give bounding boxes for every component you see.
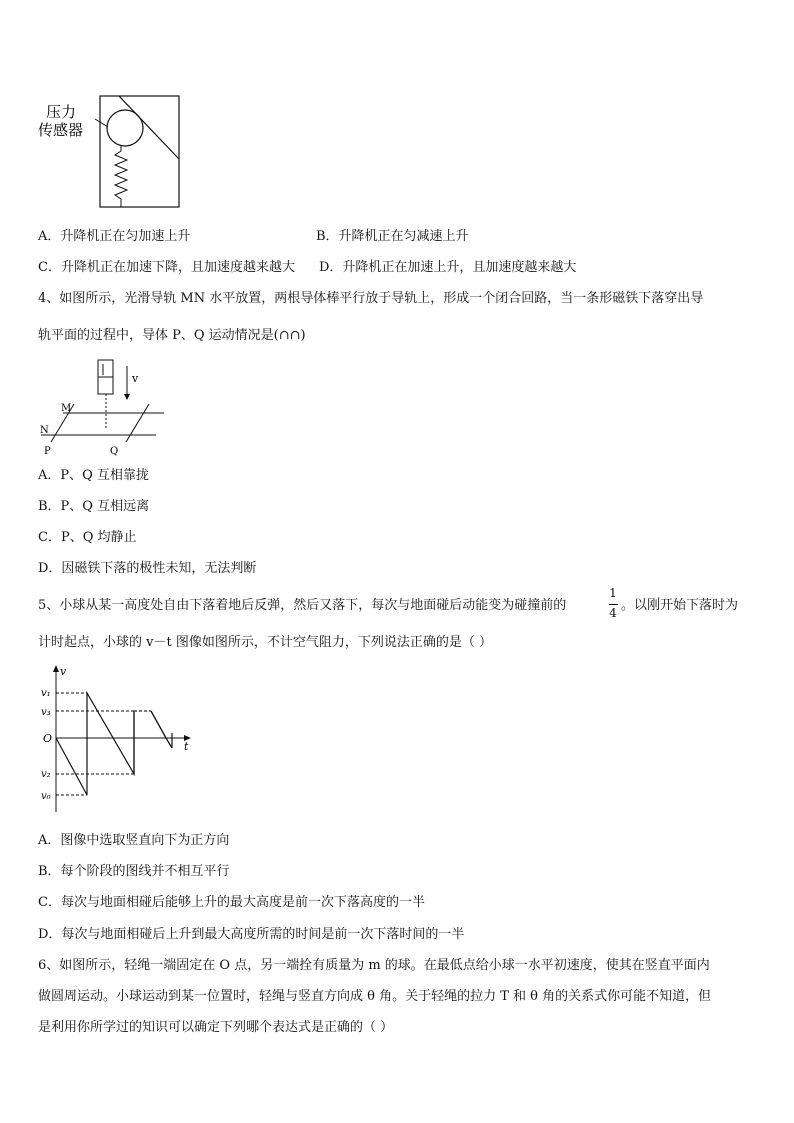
q5-fraction-bar — [609, 604, 618, 605]
q6-stem-line2: 做圆周运动。小球运动到某一位置时，轻绳与竖直方向成 θ 角。关于轻绳的拉力 T 和 θ 角的关系式你可能不知道，但 — [38, 989, 712, 1004]
q6-stem-line3: 是利用你所学过的知识可以确定下列哪个表达式是正确的（ ） — [38, 1020, 394, 1035]
graph-v3-label: v₃ — [41, 707, 51, 718]
graph-t-axis-label: t — [184, 740, 189, 753]
graph-v1-label: v₁ — [41, 688, 51, 699]
q5-option-d: D．每次与地面相碰后上升到最大高度所需的时间是前一次下落时间的一半 — [38, 927, 465, 942]
q6-stem-line1: 6、如图所示，轻绳一端固定在 O 点，另一端拴有质量为 m 的球。在最低点给小球一水平初速度，使其在竖直平面内 — [38, 958, 710, 973]
q5-stem-line2: 计时起点，小球的 v－t 图像如图所示，不计空气阻力，下列说法正确的是（ ） — [38, 635, 492, 650]
q4-option-c: C．P、Q 均静止 — [38, 530, 137, 545]
sensor-label-line1: 压力 — [46, 103, 77, 121]
q3-option-a: A．升降机正在匀加速上升 — [38, 229, 191, 244]
q4-stem-line2: 轨平面的过程中，导体 P、Q 运动情况是(∩∩) — [38, 328, 306, 343]
rod-p-label: P — [44, 446, 51, 457]
pressure-sensor-figure — [35, 95, 185, 213]
q5-fraction-denominator: 4 — [609, 606, 617, 620]
q5-option-c: C．每次与地面相碰后能够上升的最大高度是前一次下落高度的一半 — [38, 895, 425, 910]
q5-fraction-numerator: 1 — [609, 586, 617, 600]
sensor-label-line2: 传感器 — [38, 121, 84, 139]
rail-m-label: M — [61, 403, 72, 414]
magnet-velocity-label: v — [132, 372, 139, 385]
vt-graph-figure — [38, 662, 198, 814]
graph-origin-label: O — [43, 732, 53, 745]
q4-option-b: B．P、Q 互相远离 — [38, 499, 150, 514]
q4-option-a: A．P、Q 互相靠拢 — [38, 468, 149, 483]
q5-stem-line1-end: 。以刚开始下落时为 — [621, 598, 739, 613]
graph-v2-label: v₂ — [41, 769, 51, 780]
q3-option-d: D．升降机正在加速上升，且加速度越来越大 — [319, 260, 577, 275]
q4-stem-line1: 4、如图所示，光滑导轨 MN 水平放置，两根导体棒平行放于导轨上，形成一个闭合回路，当一条形磁铁下落穿出导 — [38, 291, 704, 306]
q3-option-b: B．升降机正在匀减速上升 — [316, 229, 469, 244]
graph-v-axis-label: v — [60, 665, 67, 678]
q3-option-c: C．升降机正在加速下降，且加速度越来越大 — [38, 260, 295, 275]
rod-q-label: Q — [110, 446, 119, 457]
q4-option-d: D．因磁铁下落的极性未知，无法判断 — [38, 561, 257, 576]
q5-stem-line1: 5、小球从某一高度处自由下落着地后反弹，然后又落下，每次与地面碰后动能变为碰撞前的 — [38, 598, 567, 613]
graph-v0-label: v₀ — [41, 791, 51, 802]
rail-n-label: N — [40, 425, 49, 436]
rail-magnet-figure — [36, 358, 171, 460]
q5-option-a: A．图像中选取竖直向下为正方向 — [38, 833, 230, 848]
q5-option-b: B．每个阶段的图线并不相互平行 — [38, 864, 230, 879]
